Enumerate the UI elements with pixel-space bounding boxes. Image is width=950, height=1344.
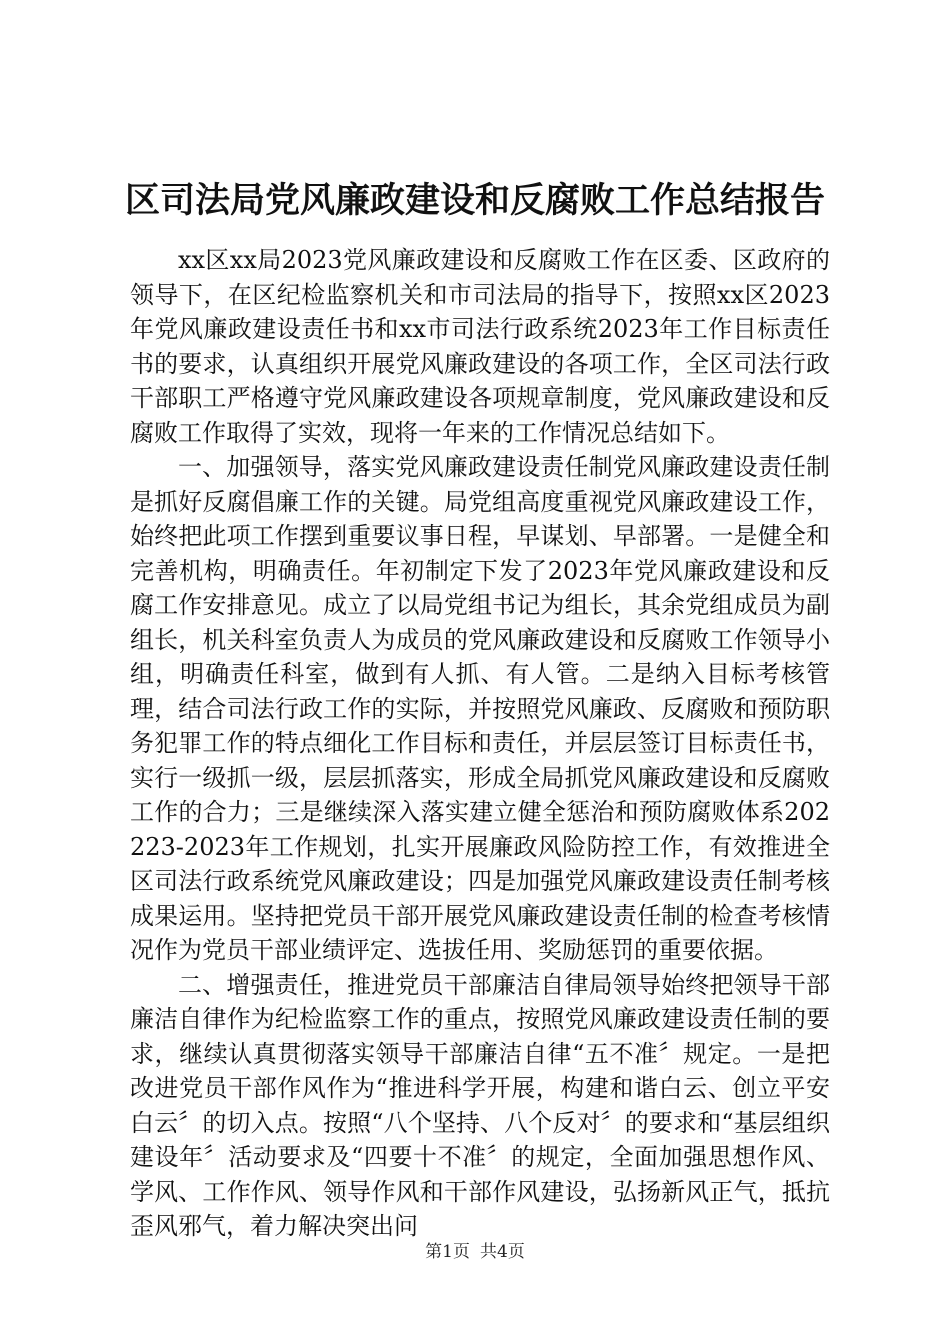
paragraph-section-two: 二、增强责任，推进党员干部廉洁自律局领导始终把领导干部廉洁自律作为纪检监察工作的重点，按照党风廉政建设责任制的要求，继续认真贯彻落实领导干部廉洁自律“五不准〞规定。一是把改进党员干部作风作为“推进科学开展，构建和谐白云、创立平安白云〞的切入点。按照“八个坚持、八个反对〞的要求和“基层组织建设年〞活动要求及“四要十不准〞的规定，全面加强思想作风、学风、工作作风、领导作风和干部作风建设，弘扬新风正气，抵抗歪风邪气，着力解决突出问 [130,970,830,1240]
paragraph-intro: xx区xx局2023党风廉政建设和反腐败工作在区委、区政府的领导下，在区纪检监察机关和市司法局的指导下，按照xx区2023年党风廉政建设责任书和xx市司法行政系统2023年工作目标责任书的要求，认真组织开展党风廉政建设的各项工作，全区司法行政干部职工严格遵守党风廉政建设各项规章制度，党风廉政建设和反腐败工作取得了实效，现将一年来的工作情况总结如下。 [130,246,830,447]
paragraph-section-one: 一、加强领导，落实党风廉政建设责任制党风廉政建设责任制是抓好反腐倡廉工作的关键。局党组高度重视党风廉政建设工作，始终把此项工作摆到重要议事日程，早谋划、早部署。一是健全和完善机构，明确责任。年初制定下发了2023年党风廉政建设和反腐工作安排意见。成立了以局党组书记为组长，其余党组成员为副组长，机关科室负责人为成员的党风廉政建设和反腐败工作领导小组，明确责任科室，做到有人抓、有人管。二是纳入目标考核管理，结合司法行政工作的实际，并按照党风廉政、反腐败和预防职务犯罪工作的特点细化工作目标和责任，并层层签订目标责任书，实行一级抓一级，层层抓落实，形成全局抓党风廉政建设和反腐败工作的合力；三是继续深入落实建立健全惩治和预防腐败体系202223-2023年工作规划，扎实开展廉政风险防控工作，有效推进全区司法行政系统党风廉政建设；四是加强党风廉政建设责任制考核成果运用。坚持把党员干部开展党风廉政建设责任制的检查考核情况作为党员干部业绩评定、选拔任用、奖励惩罚的重要依据。 [130,453,830,964]
page-number: 第1页 [425,1242,470,1262]
page-total: 共4页 [480,1242,525,1262]
document-title: 区司法局党风廉政建设和反腐败工作总结报告 [124,180,825,221]
document-body [130,243,830,1244]
page-footer [0,1240,950,1264]
